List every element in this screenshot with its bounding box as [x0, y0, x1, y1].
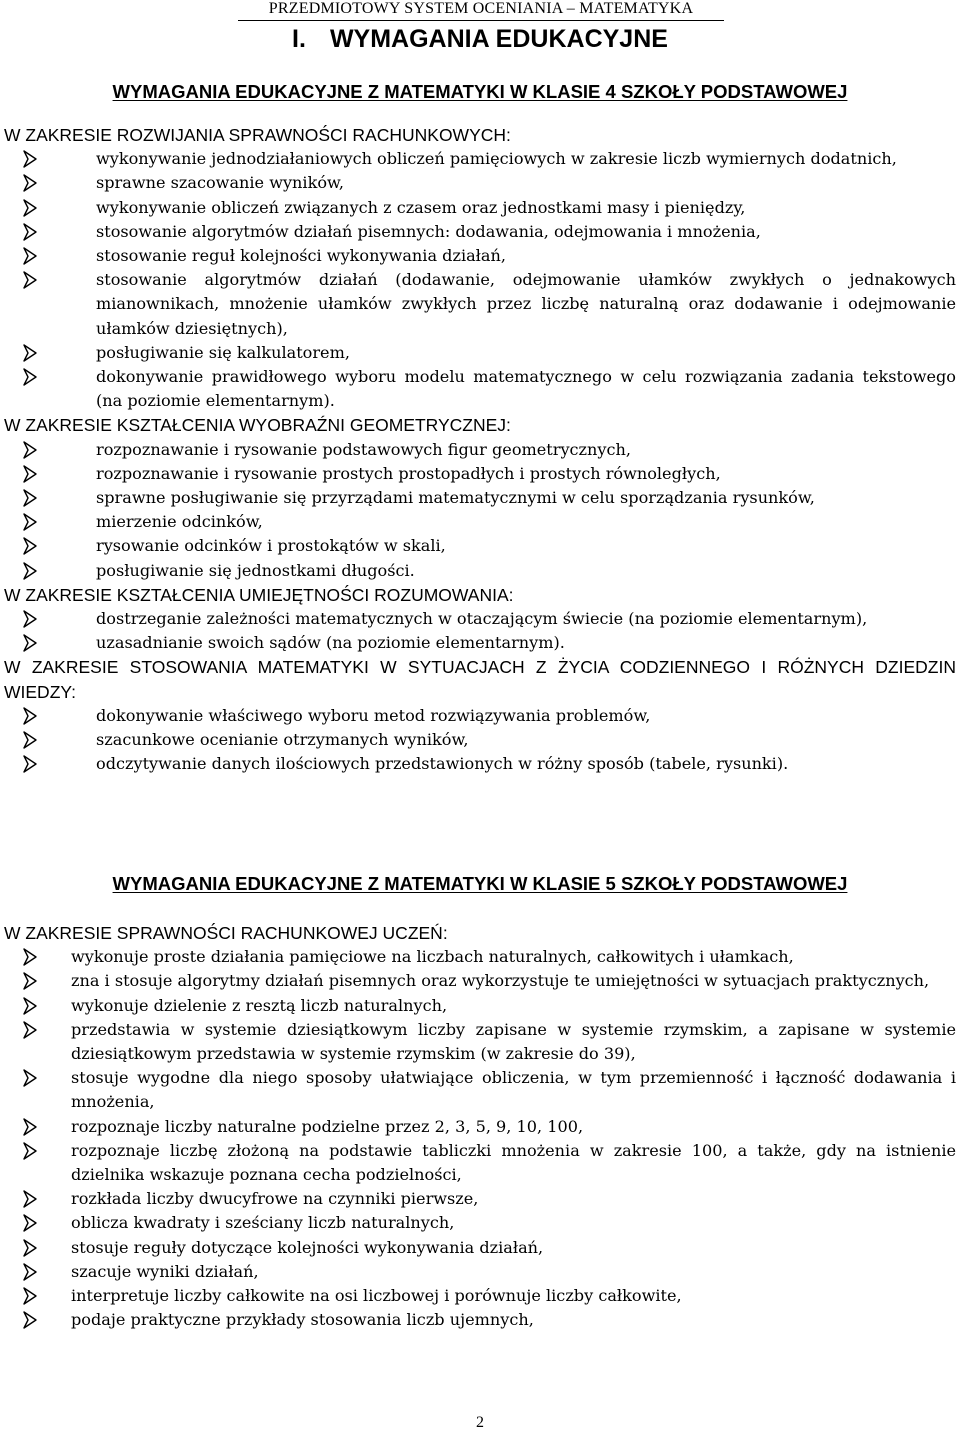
list-item [4, 268, 956, 341]
list-item-text: stosuje wygodne dla niego sposoby ułatwiające obliczenia, w tym przemienność i łączność dodawania i mnożenia, [71, 1068, 956, 1112]
chapter-title-text: WYMAGANIA EDUKACYJNE [329, 25, 668, 53]
list-item [4, 752, 956, 776]
arrowhead-bullet-icon [23, 199, 37, 217]
list-item [4, 438, 956, 462]
list-item [4, 147, 956, 171]
list-item [4, 462, 956, 486]
page-number: 2 [476, 1414, 484, 1431]
list-item-text: wykonywanie jednodziałaniowych obliczeń pamięciowych w zakresie liczb wymiernych dodatnich, [96, 149, 897, 169]
arrowhead-bullet-icon [23, 1311, 37, 1329]
list-item [4, 341, 956, 365]
arrowhead-bullet-icon [23, 948, 37, 966]
list-item-text: dokonywanie prawidłowego wyboru modelu matematycznego w celu rozwiązania zadania tekstowego (na poziomie elementarnym). [96, 367, 956, 411]
list-item-text: podaje praktyczne przykłady stosowania liczb ujemnych, [71, 1310, 534, 1330]
list-item-text: przedstawia w systemie dziesiątkowym liczby zapisane w systemie rzymskim, a zapisane w systemie dziesiątkowym przedstawia w systemie rzymskim (w zakresie do 39), [71, 1019, 956, 1064]
list-item-text: wykonuje proste działania pamięciowe na liczbach naturalnych, całkowitych i ułamkach, [71, 947, 794, 967]
list-item [4, 559, 956, 583]
list-item [4, 631, 956, 655]
klasa4-section-heading: W ZAKRESIE ROZWIJANIA SPRAWNOŚCI RACHUNKOWYCH: [4, 125, 511, 145]
arrowhead-bullet-icon [23, 489, 37, 507]
arrowhead-bullet-icon [23, 271, 37, 289]
arrowhead-bullet-icon [23, 247, 37, 265]
list-item-text: oblicza kwadraty i sześciany liczb naturalnych, [71, 1213, 455, 1233]
list-item [4, 1066, 956, 1114]
arrowhead-bullet-icon [23, 344, 37, 362]
list-item [4, 994, 956, 1018]
list-item-text: szacunkowe ocenianie otrzymanych wyników, [96, 730, 469, 750]
list-item [4, 244, 956, 268]
list-item-text: rysowanie odcinków i prostokątów w skali, [96, 536, 446, 556]
list-item-text: uzasadnianie swoich sądów (na poziomie elementarnym). [96, 633, 565, 653]
list-item-text: stosowanie reguł kolejności wykonywania działań, [96, 246, 506, 266]
list-item-text: rozkłada liczby dwucyfrowe na czynniki pierwsze, [71, 1189, 479, 1209]
list-item-text: rozpoznawanie i rysowanie prostych prostopadłych i prostych równoległych, [96, 463, 721, 483]
arrowhead-bullet-icon [23, 368, 37, 386]
list-item [4, 171, 956, 195]
list-item [4, 1139, 956, 1187]
arrowhead-bullet-icon [23, 537, 37, 555]
list-item [4, 196, 956, 220]
list-item [4, 704, 956, 728]
list-item-text: posługiwanie się jednostkami długości. [96, 560, 415, 580]
running-header: PRZEDMIOTOWY SYSTEM OCENIANIA – MATEMATYKA [268, 0, 694, 17]
list-item-text: wykonuje dzielenie z resztą liczb naturalnych, [71, 995, 448, 1015]
list-item-text: posługiwanie się kalkulatorem, [96, 342, 350, 362]
arrowhead-bullet-icon [23, 1263, 37, 1281]
klasa5-requirements [4, 921, 956, 1332]
klasa4-section-list [4, 704, 956, 777]
list-item-text: szacuje wyniki działań, [71, 1261, 259, 1281]
arrowhead-bullet-icon [23, 1214, 37, 1232]
list-item [4, 1236, 956, 1260]
list-item [4, 1284, 956, 1308]
list-item-text: mierzenie odcinków, [96, 512, 263, 532]
running-header-rule [238, 20, 724, 21]
arrowhead-bullet-icon [23, 1069, 37, 1087]
list-item-text: dokonywanie właściwego wyboru metod rozwiązywania problemów, [96, 705, 651, 725]
list-item-text: stosowanie algorytmów działań (dodawanie, odejmowanie ułamków zwykłych o jednakowych mianownikach, mnożenie ułamków zwykłych przez liczbę naturalną oraz dodawanie i odejmowanie ułamków dziesiętnych), [96, 270, 956, 338]
klasa4-requirements [4, 123, 956, 776]
arrowhead-bullet-icon [23, 1118, 37, 1136]
list-item-text: zna i stosuje algorytmy działań pisemnych oraz wykorzystuje te umiejętności w sytuacjach praktycznych, [71, 971, 930, 991]
list-item [4, 365, 956, 413]
klasa5-heading: WYMAGANIA EDUKACYJNE Z MATEMATYKI W KLASIE 5 SZKOŁY PODSTAWOWEJ [112, 873, 848, 894]
arrowhead-bullet-icon [23, 174, 37, 192]
list-item [4, 969, 956, 993]
list-item [4, 510, 956, 534]
arrowhead-bullet-icon [23, 972, 37, 990]
list-item [4, 1018, 956, 1066]
list-item-text: rozpoznawanie i rysowanie podstawowych figur geometrycznych, [96, 439, 631, 459]
arrowhead-bullet-icon [23, 150, 37, 168]
list-item [4, 1115, 956, 1139]
arrowhead-bullet-icon [23, 223, 37, 241]
list-item [4, 728, 956, 752]
arrowhead-bullet-icon [23, 610, 37, 628]
list-item [4, 534, 956, 558]
list-item-text: sprawne posługiwanie się przyrządami matematycznymi w celu sporządzania rysunków, [96, 488, 815, 508]
arrowhead-bullet-icon [23, 731, 37, 749]
arrowhead-bullet-icon [23, 755, 37, 773]
list-item [4, 486, 956, 510]
arrowhead-bullet-icon [23, 1287, 37, 1305]
list-item-text: dostrzeganie zależności matematycznych w otaczającym świecie (na poziomie elementarnym), [96, 609, 868, 629]
klasa5-section-heading: W ZAKRESIE SPRAWNOŚCI RACHUNKOWEJ UCZEŃ: [4, 923, 448, 943]
list-item [4, 945, 956, 969]
chapter-title [0, 24, 960, 54]
list-item [4, 1260, 956, 1284]
arrowhead-bullet-icon [23, 1190, 37, 1208]
klasa4-section-list [4, 147, 956, 413]
list-item-text: stosuje reguły dotyczące kolejności wykonywania działań, [71, 1237, 544, 1257]
list-item [4, 1187, 956, 1211]
list-item-text: sprawne szacowanie wyników, [96, 173, 344, 193]
list-item [4, 1211, 956, 1235]
klasa4-section-heading: W ZAKRESIE KSZTAŁCENIA WYOBRAŹNI GEOMETRYCZNEJ: [4, 415, 511, 436]
arrowhead-bullet-icon [23, 1239, 37, 1257]
klasa4-section-heading: W ZAKRESIE KSZTAŁCENIA UMIEJĘTNOŚCI ROZUMOWANIA: [4, 584, 514, 605]
klasa5-section-list [4, 945, 956, 1332]
list-item [4, 220, 956, 244]
arrowhead-bullet-icon [23, 513, 37, 531]
arrowhead-bullet-icon [23, 1021, 37, 1039]
list-item [4, 607, 956, 631]
klasa4-section-list [4, 438, 956, 583]
arrowhead-bullet-icon [23, 441, 37, 459]
list-item-text: wykonywanie obliczeń związanych z czasem oraz jednostkami masy i pieniędzy, [96, 197, 746, 217]
klasa4-section-heading: W ZAKRESIE STOSOWANIA MATEMATYKI W SYTUACJACH Z ŻYCIA CODZIENNEGO I RÓŻNYCH DZIEDZIN WIEDZY: [4, 657, 956, 702]
list-item-text: stosowanie algorytmów działań pisemnych: dodawania, odejmowania i mnożenia, [96, 221, 761, 241]
arrowhead-bullet-icon [23, 707, 37, 725]
klasa4-section-list [4, 607, 956, 655]
chapter-number: I. [292, 25, 306, 53]
list-item-text: rozpoznaje liczbę złożoną na podstawie tabliczki mnożenia w zakresie 100, a także, gdy na istnienie dzielnika wskazuje poznana cecha podzielności, [71, 1140, 956, 1185]
list-item [4, 1308, 956, 1332]
arrowhead-bullet-icon [23, 1142, 37, 1160]
arrowhead-bullet-icon [23, 465, 37, 483]
klasa4-heading: WYMAGANIA EDUKACYJNE Z MATEMATYKI W KLASIE 4 SZKOŁY PODSTAWOWEJ [112, 81, 848, 102]
list-item-text: interpretuje liczby całkowite na osi liczbowej i porównuje liczby całkowite, [71, 1286, 682, 1306]
arrowhead-bullet-icon [23, 562, 37, 580]
list-item-text: odczytywanie danych ilościowych przedstawionych w różny sposób (tabele, rysunki). [96, 754, 789, 774]
arrowhead-bullet-icon [23, 997, 37, 1015]
arrowhead-bullet-icon [23, 634, 37, 652]
list-item-text: rozpoznaje liczby naturalne podzielne przez 2, 3, 5, 9, 10, 100, [71, 1116, 584, 1136]
